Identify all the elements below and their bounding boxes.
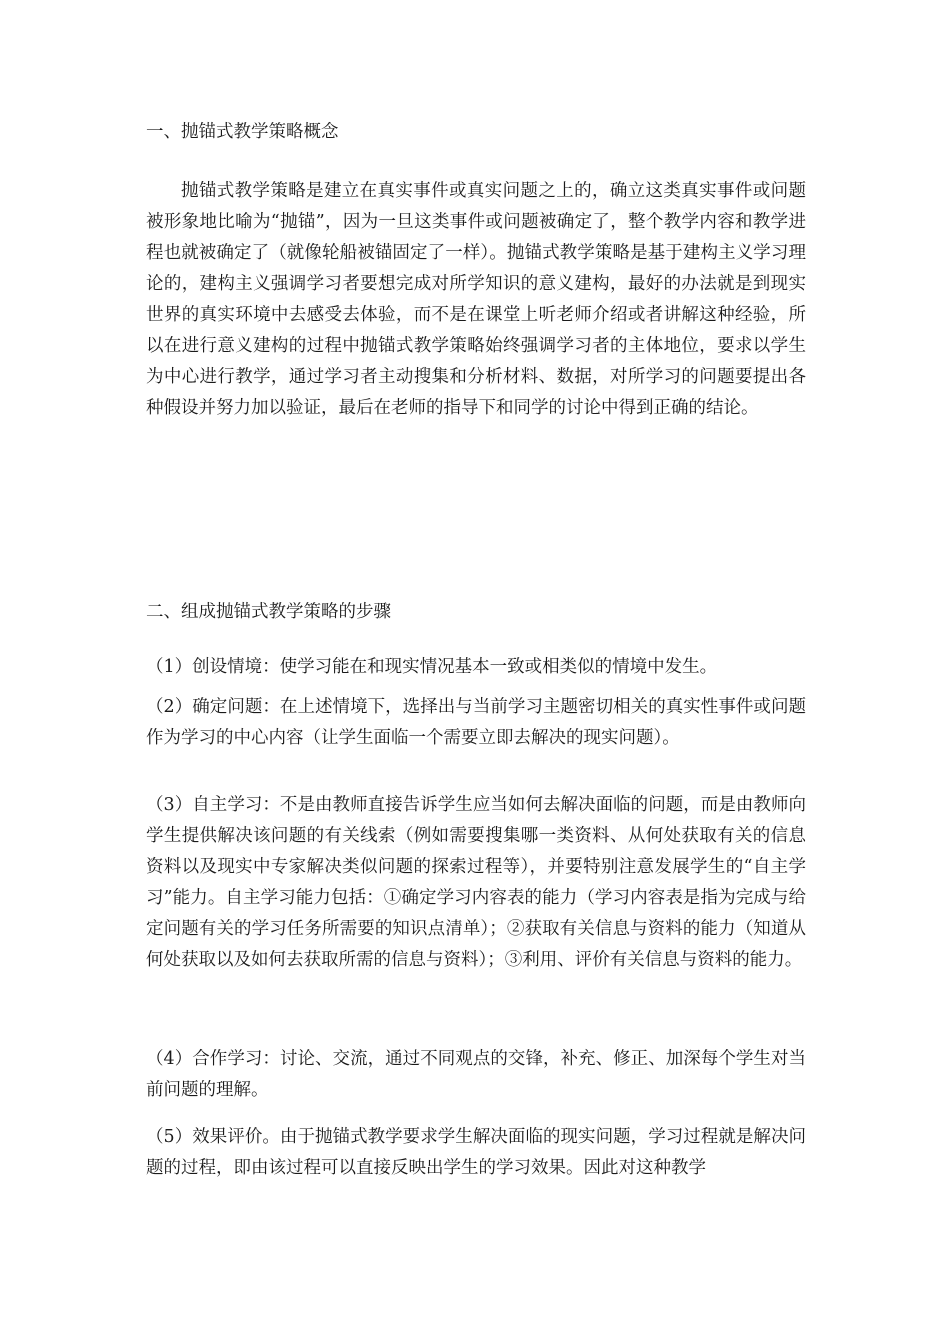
step-4: （4）合作学习：讨论、交流，通过不同观点的交锋，补充、修正、加深每个学生对当前问题的理解。 [146, 1049, 806, 1100]
step-3: （3）自主学习：不是由教师直接告诉学生应当如何去解决面临的问题，而是由教师向学生提供解决该问题的有关线索（例如需要搜集哪一类资料、从何处获取有关的信息资料以及现实中专家解决类似问题的探索过程等），并要特别注意发展学生的“自主学习”能力。自主学习能力包括：①确定学习内容表的能力（学习内容表是指为完成与给定问题有关的学习任务所需要的知识点清单）；②获取有关信息与资料的能力（知道从何处获取以及如何去获取所需的信息与资料）；③利用、评价有关信息与资料的能力。 [146, 795, 806, 970]
section2-heading: 二、组成抛锚式教学策略的步骤 [146, 602, 391, 622]
step-1: （1）创设情境：使学习能在和现实情况基本一致或相类似的情境中发生。 [146, 657, 718, 677]
section1-paragraph: 抛锚式教学策略是建立在真实事件或真实问题之上的，确立这类真实事件或问题被形象地比喻为“抛锚”，因为一旦这类事件或问题被确定了，整个教学内容和教学进程也就被确定了（就像轮船被锚固定了一样）。抛锚式教学策略是基于建构主义学习理论的，建构主义强调学习者要想完成对所学知识的意义建构，最好的办法就是到现实世界的真实环境中去感受去体验，而不是在课堂上听老师介绍或者讲解这种经验，所以在进行意义建构的过程中抛锚式教学策略始终强调学习者的主体地位，要求以学生为中心进行教学，通过学习者主动搜集和分析材料、数据，对所学习的问题要提出各种假设并努力加以验证，最后在老师的指导下和同学的讨论中得到正确的结论。 [146, 181, 806, 418]
section1-heading: 一、抛锚式教学策略概念 [146, 122, 339, 142]
step-2: （2）确定问题：在上述情境下，选择出与当前学习主题密切相关的真实性事件或问题作为学习的中心内容（让学生面临一个需要立即去解决的现实问题）。 [146, 697, 806, 748]
step-5: （5）效果评价。由于抛锚式教学要求学生解决面临的现实问题，学习过程就是解决问题的过程，即由该过程可以直接反映出学生的学习效果。因此对这种教学 [146, 1127, 806, 1178]
